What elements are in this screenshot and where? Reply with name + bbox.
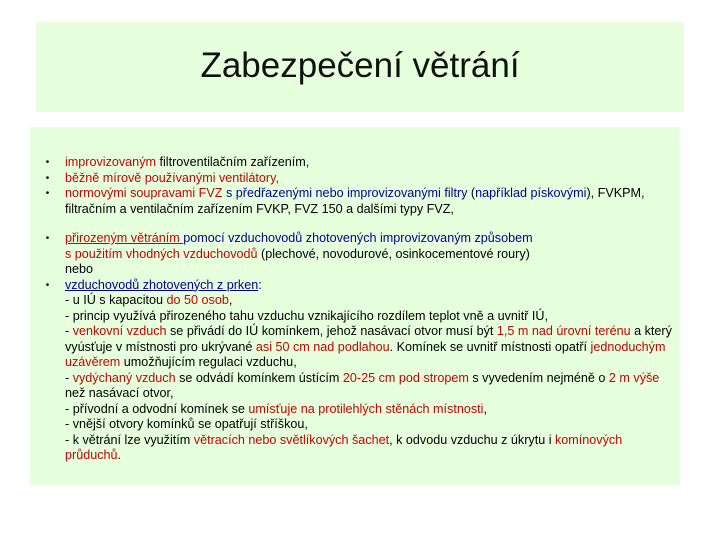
text-red: asi 50 cm nad podlahou <box>255 339 390 354</box>
bullet-list <box>30 155 680 464</box>
text-red: improvizovaným <box>65 155 156 169</box>
text-red: běžně mírově používanými ventilátory, <box>65 170 279 185</box>
bullet-marker: • <box>45 157 50 168</box>
bullet-marker: • <box>45 279 50 291</box>
bullet-marker: • <box>45 233 50 244</box>
list-item-1 <box>30 155 680 171</box>
text-plain: - <box>65 370 73 385</box>
list-item-5 <box>30 278 680 464</box>
text-plain: se odvádí komínkem ústícím <box>175 370 343 385</box>
text-red: 1,5 m nad úrovní terénu <box>496 324 631 338</box>
text-blue-underlined: vzduchovodů zhotovených z prken <box>65 277 259 292</box>
text-red: do 50 osob <box>166 293 229 307</box>
text-red: s použitím vhodných vzduchovodů <box>65 246 258 261</box>
text-red: umísťuje na protilehlých stěnách místnosti <box>248 401 484 416</box>
text-plain: filtroventilačním zařízením, <box>155 155 310 169</box>
bullet-marker: • <box>45 172 50 184</box>
bullet-marker: • <box>45 188 50 199</box>
content-panel <box>30 127 680 485</box>
text-red: 2 m výše <box>608 370 660 385</box>
text-plain: umožňujícím regulaci vzduchu, <box>120 355 297 369</box>
text-plain: , k odvodu vzduchu z úkrytu i <box>389 432 555 447</box>
list-item-3 <box>30 186 680 217</box>
text-red: venkovní vzduch <box>72 324 167 338</box>
text-blue: s předřazenými nebo improvizovanými filtry <box>222 186 468 200</box>
text-red: větracích nebo světlíkových šachet <box>193 432 390 447</box>
text-red: 20-25 cm pod stropem <box>342 370 469 385</box>
text-plain: - <box>65 324 73 338</box>
title-panel <box>36 22 684 112</box>
text-plain: - vnější otvory komínků se opatřují stříškou, <box>65 417 308 431</box>
text-plain: . <box>117 448 122 462</box>
text-plain: než nasávací otvor, <box>65 386 174 400</box>
spacer <box>30 217 680 231</box>
text-plain: ( <box>467 186 476 200</box>
text-plain: nebo <box>65 262 94 276</box>
text-plain: , <box>228 293 233 307</box>
text-blue: pomocí vzduchovodů zhotovených improvizovaným způsobem <box>183 231 533 245</box>
slide-title: Zabezpečení větrání <box>200 46 520 85</box>
text-red: vydýchaný vzduch <box>72 370 176 385</box>
text-plain: a který vyúsťuje v místnosti pro ukrývané <box>65 324 672 354</box>
text-red: normovými soupravami FVZ <box>65 186 223 200</box>
list-item-2 <box>30 171 680 187</box>
text-red-underlined: přirozeným větráním <box>65 231 184 245</box>
text-plain: (plechové, novodurové, osinkocementové roury) <box>257 246 530 261</box>
text-plain: . Komínek se uvnitř místnosti opatří <box>389 339 591 354</box>
text-blue: například pískovými <box>475 186 587 200</box>
text-red: jednoduchým uzávěrem <box>65 339 666 369</box>
text-plain: - princip využívá přirozeného tahu vzduchu vznikajícího rozdílem teplot vně a uvnitř IÚ, <box>65 308 548 323</box>
text-plain: s vyvedením nejméně o <box>468 370 609 385</box>
text-plain: - k větrání lze využitím <box>65 432 194 447</box>
text-plain: - u IÚ s kapacitou <box>65 293 167 307</box>
list-item-4 <box>30 231 680 278</box>
text-plain: , <box>483 401 487 416</box>
text-plain: se přivádí do IÚ komínkem, jehož nasávací otvor musí být <box>166 324 497 338</box>
text-plain: - přívodní a odvodní komínek se <box>65 401 249 416</box>
text-plain: : <box>258 277 262 292</box>
text-red: komínových průduchů <box>65 432 623 462</box>
text-plain: ), FVKPM, filtračním a ventilačním zařízením FVKP, FVZ 150 a dalšími typy FVZ, <box>65 186 645 216</box>
